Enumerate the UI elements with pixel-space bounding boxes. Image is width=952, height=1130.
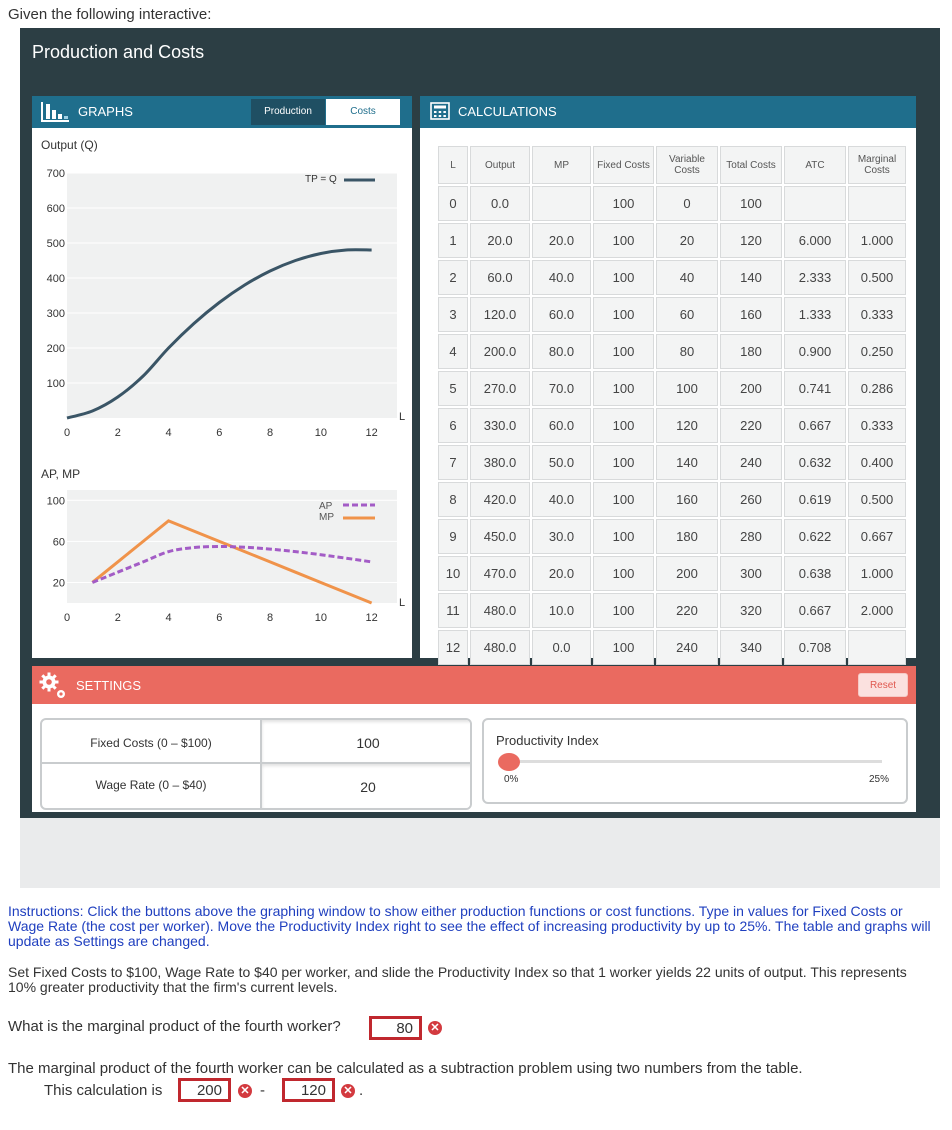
cell-mp: 80.0 <box>532 334 591 369</box>
cell-total-costs: 260 <box>720 482 782 517</box>
cell-mp: 30.0 <box>532 519 591 554</box>
cell-atc: 2.333 <box>784 260 846 295</box>
cell-marginal-costs <box>848 630 906 665</box>
cell-fixed-costs: 100 <box>593 297 654 332</box>
cell-variable-costs: 60 <box>656 297 718 332</box>
cell-l: 3 <box>438 297 468 332</box>
table-row <box>438 593 906 628</box>
tp-x-tick-label: 0 <box>63 427 71 439</box>
table-row <box>438 371 906 406</box>
table-row <box>438 630 906 665</box>
cell-fixed-costs: 100 <box>593 445 654 480</box>
question2-text: The marginal product of the fourth worker can be calculated as a subtraction problem using two numbers from the table. <box>8 1060 803 1077</box>
cell-fixed-costs: 100 <box>593 223 654 258</box>
tp-y-tick-label: 400 <box>46 273 65 285</box>
cell-l: 9 <box>438 519 468 554</box>
tp-y-tick-label: 600 <box>46 203 65 215</box>
ap-x-tick-label: 8 <box>267 612 274 624</box>
cell-mp: 50.0 <box>532 445 591 480</box>
intro-text: Given the following interactive: <box>8 6 212 23</box>
cell-marginal-costs: 0.333 <box>848 297 906 332</box>
tp-x-tick-label: 8 <box>267 427 274 439</box>
question1-text: What is the marginal product of the fourth worker? <box>8 1018 341 1035</box>
table-header-row <box>438 146 906 184</box>
cell-fixed-costs: 100 <box>593 260 654 295</box>
cell-output: 480.0 <box>470 593 530 628</box>
cell-total-costs: 340 <box>720 630 782 665</box>
cell-variable-costs: 80 <box>656 334 718 369</box>
cell-l: 7 <box>438 445 468 480</box>
cell-mp <box>532 186 591 221</box>
calculation-operand1-input[interactable]: 200 <box>178 1078 231 1102</box>
col-header-variable-costs: Variable Costs <box>656 146 718 184</box>
tab-costs[interactable]: Costs <box>326 99 400 125</box>
col-header-l: L <box>438 146 468 184</box>
table-row <box>438 482 906 517</box>
cell-variable-costs: 200 <box>656 556 718 591</box>
cell-fixed-costs: 100 <box>593 482 654 517</box>
table-row <box>438 260 906 295</box>
tp-x-tick-label: 4 <box>165 427 172 439</box>
cell-mp: 40.0 <box>532 482 591 517</box>
cell-total-costs: 220 <box>720 408 782 443</box>
cell-atc: 0.708 <box>784 630 846 665</box>
calculation-operand2-input[interactable]: 120 <box>282 1078 335 1102</box>
cell-atc: 0.619 <box>784 482 846 517</box>
productivity-slider-track[interactable] <box>506 760 882 763</box>
ap-mp-chart <box>47 490 405 624</box>
ap-x-tick-label: 2 <box>114 612 121 624</box>
cell-fixed-costs: 100 <box>593 186 654 221</box>
cell-fixed-costs: 100 <box>593 630 654 665</box>
productivity-min-label: 0% <box>504 774 519 785</box>
calculation-prefix: This calculation is <box>44 1082 163 1099</box>
cell-mp: 10.0 <box>532 593 591 628</box>
cell-output: 200.0 <box>470 334 530 369</box>
cell-mp: 40.0 <box>532 260 591 295</box>
cell-output: 0.0 <box>470 186 530 221</box>
cell-total-costs: 320 <box>720 593 782 628</box>
incorrect-icon: ✕ <box>238 1084 252 1098</box>
wage-rate-input[interactable]: 20 <box>260 764 472 808</box>
ap-x-axis-label: L <box>399 597 406 609</box>
tab-production[interactable]: Production <box>251 99 325 125</box>
cell-variable-costs: 220 <box>656 593 718 628</box>
tp-legend-label: TP = Q <box>305 174 337 185</box>
cell-output: 120.0 <box>470 297 530 332</box>
marginal-product-answer-input[interactable]: 80 <box>369 1016 422 1040</box>
ap-x-tick-label: 10 <box>314 612 327 624</box>
table-row <box>438 519 906 554</box>
cell-fixed-costs: 100 <box>593 519 654 554</box>
cell-marginal-costs: 1.000 <box>848 556 906 591</box>
cell-marginal-costs: 0.667 <box>848 519 906 554</box>
cell-marginal-costs: 0.333 <box>848 408 906 443</box>
cell-marginal-costs: 0.500 <box>848 260 906 295</box>
cell-total-costs: 240 <box>720 445 782 480</box>
cell-mp: 0.0 <box>532 630 591 665</box>
col-header-output: Output <box>470 146 530 184</box>
settings-title: SETTINGS <box>76 678 142 693</box>
app-title: Production and Costs <box>32 42 205 62</box>
cell-marginal-costs: 0.500 <box>848 482 906 517</box>
cell-atc: 0.622 <box>784 519 846 554</box>
cell-total-costs: 140 <box>720 260 782 295</box>
ap-y-tick-label: 60 <box>52 536 65 549</box>
cell-output: 480.0 <box>470 630 530 665</box>
cell-atc: 0.667 <box>784 593 846 628</box>
cell-l: 10 <box>438 556 468 591</box>
cell-atc <box>784 186 846 221</box>
tp-plot-background <box>67 173 397 418</box>
cell-output: 380.0 <box>470 445 530 480</box>
cell-mp: 20.0 <box>532 556 591 591</box>
tp-y-tick-label: 700 <box>46 168 65 180</box>
productivity-max-label: 25% <box>869 774 890 785</box>
mp-legend-label: MP <box>319 512 334 523</box>
cell-variable-costs: 160 <box>656 482 718 517</box>
cell-marginal-costs: 0.400 <box>848 445 906 480</box>
col-header-fixed-costs: Fixed Costs <box>593 146 654 184</box>
cell-output: 270.0 <box>470 371 530 406</box>
cell-mp: 20.0 <box>532 223 591 258</box>
cell-marginal-costs: 0.250 <box>848 334 906 369</box>
cell-output: 420.0 <box>470 482 530 517</box>
tp-x-tick-label: 2 <box>114 427 121 439</box>
cell-mp: 60.0 <box>532 297 591 332</box>
settings-header <box>32 666 916 704</box>
cell-fixed-costs: 100 <box>593 371 654 406</box>
cell-fixed-costs: 100 <box>593 593 654 628</box>
cell-total-costs: 160 <box>720 297 782 332</box>
tp-y-tick-label: 500 <box>46 238 65 250</box>
cell-variable-costs: 40 <box>656 260 718 295</box>
instructions-text: Instructions: Click the buttons above the graphing window to show either production functions or cost functions. Type in values for Fixed Costs or Wage Rate (the cost per worker). Move the Productivity Index right to see the effect of increasing productivity by up to 25%. The table and graphs will update as Settings are changed. <box>8 903 931 949</box>
calculator-icon <box>430 102 450 120</box>
col-header-marginal-costs: Marginal Costs <box>848 146 906 184</box>
cost-inputs-box <box>40 718 472 810</box>
table-row <box>438 445 906 480</box>
cell-marginal-costs <box>848 186 906 221</box>
tp-x-tick-label: 10 <box>314 427 327 439</box>
cell-output: 470.0 <box>470 556 530 591</box>
tp-x-tick-label: 12 <box>365 427 378 439</box>
ap-legend-label: AP <box>319 501 333 512</box>
cell-variable-costs: 120 <box>656 408 718 443</box>
productivity-label: Productivity Index <box>496 733 599 748</box>
cell-atc: 1.333 <box>784 297 846 332</box>
productivity-box <box>482 718 908 804</box>
reset-button[interactable]: Reset <box>858 673 908 697</box>
cell-l: 12 <box>438 630 468 665</box>
table-row <box>438 556 906 591</box>
incorrect-icon: ✕ <box>428 1021 442 1035</box>
cell-l: 4 <box>438 334 468 369</box>
cell-l: 0 <box>438 186 468 221</box>
tp-x-axis-label: L <box>399 411 406 423</box>
cell-variable-costs: 20 <box>656 223 718 258</box>
cell-l: 1 <box>438 223 468 258</box>
cell-variable-costs: 100 <box>656 371 718 406</box>
tp-y-tick-label: 100 <box>46 378 65 390</box>
cell-total-costs: 200 <box>720 371 782 406</box>
cell-fixed-costs: 100 <box>593 556 654 591</box>
table-row <box>438 334 906 369</box>
cell-total-costs: 280 <box>720 519 782 554</box>
ap-y-tick-label: 20 <box>52 577 65 590</box>
gear-icon <box>38 671 68 701</box>
calculations-table <box>436 144 908 667</box>
ap-y-axis-label: AP, MP <box>41 467 81 481</box>
cell-atc: 0.638 <box>784 556 846 591</box>
minus-sign: - <box>260 1082 265 1099</box>
cell-atc: 0.632 <box>784 445 846 480</box>
cell-output: 60.0 <box>470 260 530 295</box>
tp-y-tick-label: 300 <box>46 308 65 320</box>
incorrect-icon: ✕ <box>341 1084 355 1098</box>
graphs-title: GRAPHS <box>78 104 133 119</box>
tp-y-tick-label: 200 <box>46 343 65 355</box>
cell-marginal-costs: 1.000 <box>848 223 906 258</box>
col-header-mp: MP <box>532 146 591 184</box>
cell-atc: 0.667 <box>784 408 846 443</box>
cell-fixed-costs: 100 <box>593 334 654 369</box>
table-row <box>438 408 906 443</box>
graphs-area <box>32 128 412 658</box>
bar-chart-icon <box>40 101 70 123</box>
col-header-atc: ATC <box>784 146 846 184</box>
cell-l: 5 <box>438 371 468 406</box>
tp-x-tick-label: 6 <box>216 427 223 439</box>
cell-total-costs: 300 <box>720 556 782 591</box>
cell-total-costs: 180 <box>720 334 782 369</box>
cell-mp: 70.0 <box>532 371 591 406</box>
cell-l: 6 <box>438 408 468 443</box>
ap-x-tick-label: 0 <box>63 612 71 624</box>
ap-y-tick-label: 100 <box>46 495 65 508</box>
cell-total-costs: 120 <box>720 223 782 258</box>
tp-chart <box>47 168 405 439</box>
cell-output: 450.0 <box>470 519 530 554</box>
col-header-total-costs: Total Costs <box>720 146 782 184</box>
cell-l: 8 <box>438 482 468 517</box>
fixed-costs-label: Fixed Costs (0 – $100) <box>90 736 212 750</box>
cell-output: 20.0 <box>470 223 530 258</box>
cell-variable-costs: 0 <box>656 186 718 221</box>
cell-total-costs: 100 <box>720 186 782 221</box>
wage-rate-label: Wage Rate (0 – $40) <box>95 778 207 792</box>
table-row <box>438 223 906 258</box>
cell-variable-costs: 140 <box>656 445 718 480</box>
cell-l: 2 <box>438 260 468 295</box>
cell-variable-costs: 180 <box>656 519 718 554</box>
calculations-title: CALCULATIONS <box>458 104 557 119</box>
cell-marginal-costs: 2.000 <box>848 593 906 628</box>
cell-atc: 0.741 <box>784 371 846 406</box>
task-text: Set Fixed Costs to $100, Wage Rate to $40 per worker, and slide the Productivity Index so that 1 worker yields 22 units of output. This represents 10% greater productivity that the firm's current levels. <box>8 964 907 995</box>
ap-x-tick-label: 12 <box>365 612 378 624</box>
ap-x-tick-label: 6 <box>216 612 223 624</box>
table-row <box>438 297 906 332</box>
ap-x-tick-label: 4 <box>165 612 172 624</box>
cell-marginal-costs: 0.286 <box>848 371 906 406</box>
cell-fixed-costs: 100 <box>593 408 654 443</box>
cell-mp: 60.0 <box>532 408 591 443</box>
tp-y-axis-label: Output (Q) <box>41 138 98 152</box>
cell-l: 11 <box>438 593 468 628</box>
fixed-costs-input[interactable]: 100 <box>260 720 472 762</box>
cell-variable-costs: 240 <box>656 630 718 665</box>
cell-atc: 6.000 <box>784 223 846 258</box>
calculation-suffix: . <box>359 1082 364 1099</box>
cell-atc: 0.900 <box>784 334 846 369</box>
productivity-slider-thumb[interactable] <box>498 753 520 771</box>
table-row <box>438 186 906 221</box>
cell-output: 330.0 <box>470 408 530 443</box>
